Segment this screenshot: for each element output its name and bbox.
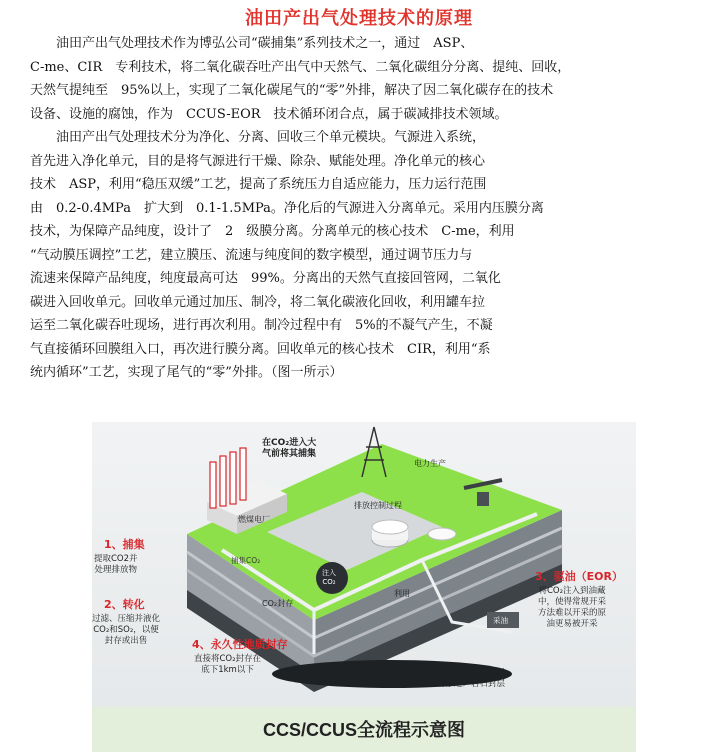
co2-storage-label: CO₂封存 [262,599,294,608]
step1-title: 1、捕集 [104,538,145,551]
power-production-label: 电力生产 [414,459,446,468]
ccus-diagram-figure [92,422,636,752]
step1-description: 提取CO2并 处理排放物 [94,554,138,575]
capture-note-label: 在CO₂进入大 气前将其捕集 [262,438,317,459]
step3-description: 将CO₂注入到油藏 中，使得常规开采 方法难以开采的原 油更易被开采 [538,586,607,629]
utilization-label: 利用 [394,589,410,598]
paragraph-intro: 油田产出气处理技术作为博弘公司“碳捕集”系列技术之一，通过 ASP、 C-me、CIR 专利技术，将二氧化碳吞吐产出气中天然气、二氧化碳组分分离、提纯、回收， 天然气提纯至 95%以上，实现了二氧化碳尾气的“零”外排，解决了因二氧化碳存在的技术 设备、设施的腐蚀，作为 CCUS-EOR 技术循环闭合点，属于碳减排技术领域。 [30,36,571,122]
step4-title: 4、永久性地质封存 [192,638,288,651]
coal-plant-label: 燃煤电厂 [238,515,270,524]
step4-description: 直接将CO₂封存在 底下1km以下 [194,654,262,675]
ccus-illustration [92,422,636,712]
inject-co2-label: 注入 CO₂ [322,569,336,586]
step2-description: 过滤、压缩并液化 CO₂和SO₂，以便 封存或出售 [92,614,161,646]
step3-title: 3、驱油（EOR） [535,570,623,583]
paragraph-process: 油田产出气处理技术分为净化、分离、回收三个单元模块。气源进入系统， 首先进入净化单元，目的是将气源进行干燥、除杂、赋能处理。净化单元的核心 技术 ASP，利用“稳压双缓”工艺，提高了系统压力自适应能力，压力运行范围 由 0.2-0.4MPa 扩大到 0.1-1.5MPa。净化后的气源进入分离单元。采用内压膜分离 技术，为保障产品纯度，设计了 2 级膜分离。分离单元的核心技术 C-me，利用 “气动膜压调控”工艺，建立膜压、流速与纯度间的数字模型，通过调节压力与 流速来保障产品纯度，纯度最高可达 99%。分离出的天然气直接回管网，二氧化 碳进入回收单元。回收单元通过加压、制冷，将二氧化碳液化回收，利用罐车拉 运至二氧化碳吞吐现场，进行再次利用。制冷过程中有 5%的不凝气产生，不凝 气直接循环回膜组入口，再次进行膜分离。回收单元的核心技术 CIR，利用“系 统内循环”工艺，实现了尾气的“零”外排。（图一所示） [30,130,544,380]
rock-seal-label: 数层CO₂固体（不 可渗透）岩石封层 [437,668,506,689]
document-title: 油田产出气处理技术的原理 [245,8,473,29]
oil-extraction-label: 采油 [493,616,508,625]
figure-caption: CCS/CCUS全流程示意图 [262,720,465,740]
emission-control-label: 排放控制过程 [354,501,402,510]
capture-co2-label: 捕集CO₂ [231,556,261,565]
step2-title: 2、转化 [104,598,145,611]
